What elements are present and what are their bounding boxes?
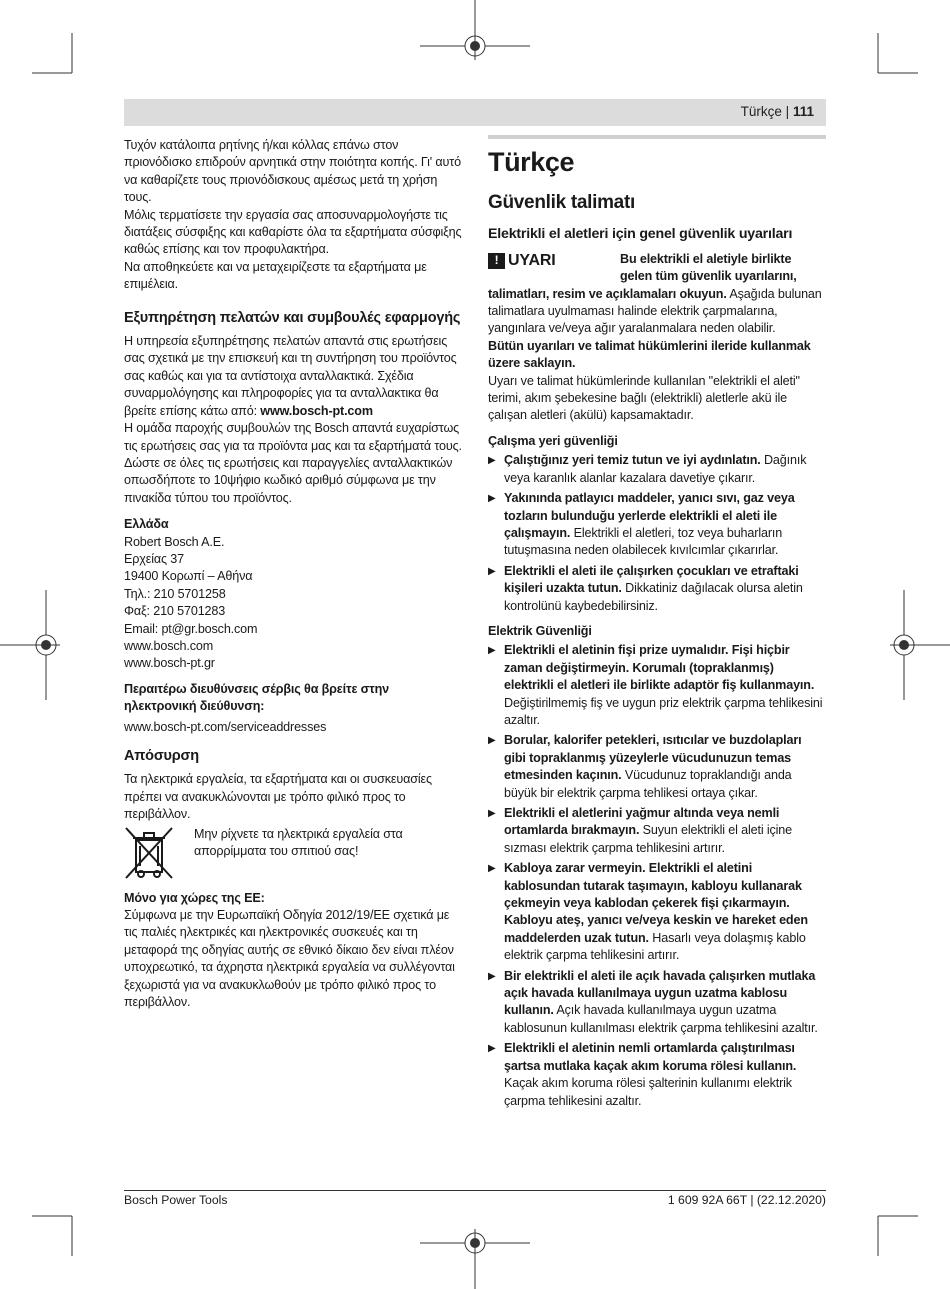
header-language: Türkçe (740, 104, 782, 119)
address-line: www.bosch.com (124, 638, 214, 653)
item-text: Dağınık veya karanlık alanlar kazalara davetiye çıkarır. (504, 453, 807, 485)
household-waste-warning: Μην ρίχνετε τα ηλεκτρικά εργαλεία στα απορρίμματα του σπιτιού σας! (194, 826, 403, 859)
footer-brand: Bosch Power Tools (124, 1193, 228, 1207)
item-text: Elektrikli el aletleri, toz veya buharların tutuşmasına neden olabilecek kıvılcımlar çıkarırlar. (504, 525, 783, 558)
item-text: Kaçak akım koruma rölesi şalterinin kullanımı elektrik çarpma tehlikesini azaltır. (504, 1076, 792, 1108)
list-item (488, 490, 826, 560)
list-item (488, 968, 826, 1038)
item-bold: Bir elektrikli el aleti ile açık havada çalışırken mutlaka açık havada kullanılmaya uygun uzatma kablosu kullanın. (504, 968, 816, 1018)
cleaning-paragraph: Τυχόν κατάλοιπα ρητίνης ή/και κόλλας επάνω στον πριονόδισκο επιδρούν αρνητικά στην ποιότητα κοπής. Γι' αυτό να καθαρίζετε τους πριονόδισκους αμέσως μετά τη χρήση τους. (124, 138, 461, 205)
address-line: Robert Bosch A.E. (124, 534, 225, 549)
item-text: Açık havada kullanılmaya uygun uzatma kablosunun kullanılması elektrik çarpma tehlikesini azaltır. (504, 1003, 818, 1035)
list-item (488, 563, 826, 615)
address-line: Ερχείας 37 (124, 551, 184, 566)
item-text: Vücudunuz topraklandığı anda büyük bir elektrik çarpma tehlikesi ortaya çıkar. (504, 768, 792, 800)
warning-side-text: Bu elektrikli el aletiyle birlikte gelen tüm güvenlik uyarılarını, (620, 251, 797, 284)
electric-list (488, 642, 826, 1110)
advisory-paragraph: Η ομάδα παροχής συμβουλών της Bosch απαντά ευχαρίστως τις ερωτήσεις σας για τα προϊόντα μας και τα εξαρτήματά τους. (124, 421, 462, 453)
part-number-paragraph: Δώστε σε όλες τις ερωτήσεις και παραγγελίες ανταλλακτικών οπωσδήποτε το 10ψήφιο κωδικό αριθμό σύμφωνα με την πινακίδα τύπου του προϊόντος. (124, 455, 453, 505)
item-text: Hasarlı veya dolaşmış kablo elektrik çarpma tehlikesini artırır. (504, 930, 806, 963)
registration-mark-right (890, 590, 918, 700)
item-text: Değiştirilmemiş fiş ve uygun priz elektrik çarpma tehlikesini azaltır. (504, 695, 823, 727)
item-bold: Yakınında patlayıcı maddeler, yanıcı sıvı, gaz veya tozların bulunduğu yerlerde elektrikli el aleti ile çalışmayın. (504, 491, 795, 540)
further-addresses-heading: Περαιτέρω διευθύνσεις σέρβις θα βρείτε στην ηλεκτρονική διεύθυνση: (124, 681, 389, 714)
item-text: Dikkatiniz dağılacak olursa aletin kontrolünü kaybedebilirsiniz. (504, 581, 803, 613)
list-item (488, 642, 826, 729)
header-separator: | (785, 104, 790, 119)
keep-instructions: Bütün uyarıları ve talimat hükümlerini ileride kullanmak üzere saklayın. (488, 338, 811, 371)
item-bold: Kabloya zarar vermeyin. Elektrikli el aletini kablosundan tutarak taşımayın, kabloyu kullanarak çekmeyin veya kablodan çekerek fişi çıkarmayın. Kabloyu ateş, yanıcı ve/veya keskin ve hareket eden maddelerden uzak tutun. (504, 861, 808, 945)
warning-label: UYARI (508, 252, 556, 270)
warning-triangle-icon: ! (488, 253, 505, 269)
address-line: www.bosch-pt.gr (124, 656, 215, 671)
workplace-list (488, 452, 826, 615)
warning-bold: talimatları, resim ve açıklamaları okuyun. (488, 286, 727, 301)
address-line: 19400 Κορωπί – Αθήνα (124, 569, 253, 584)
item-bold: Elektrikli el aleti ile çalışırken çocukları ve etraftaki kişileri uzakta tutun. (504, 563, 799, 596)
warning-text: Aşağıda bulunan talimatlara uyulmaması halinde elektrik çarpmalarına, yangınlara ve/veya ağır yaralanmalara neden olabilir. (488, 286, 822, 336)
item-bold: Elektrikli el aletinin fişi prize uymalıdır. Fişi hiçbir zaman değiştirmeyin. Korumalı (topraklanmış) elektrikli el aletleri ile birlikte adaptör fiş kullanmayın. (504, 643, 815, 693)
warning-row (488, 251, 826, 286)
service-text: Η υπηρεσία εξυπηρέτησης πελατών απαντά στις ερωτήσεις σας σχετικά με την επισκευή και τη συντήρηση του προϊόντος σας καθώς και για τα αντίστοιχα ανταλλακτικά. Σχέδια συναρμολόγησης και πληροφορίες για τα ανταλλακτικα θα βρείτε επίσης κάτω από: (124, 334, 457, 418)
item-bold: Elektrikli el aletlerini yağmur altında veya nemli ortamlarda bırakmayın. (504, 806, 780, 838)
electric-heading: Elektrik Güvenliği (488, 623, 592, 638)
address-block (124, 534, 462, 673)
general-warnings-title: Elektrikli el aletleri için genel güvenlik uyarıları (488, 226, 793, 243)
right-column (488, 137, 826, 1113)
registration-mark-top (420, 32, 530, 60)
list-item (488, 732, 826, 802)
page-number: 111 (792, 104, 814, 119)
eu-paragraph: Σύμφωνα με την Ευρωπαϊκή Οδηγία 2012/19/ΕΕ σχετικά με τις παλιές ηλεκτρικές και ηλεκτρονικές συσκευές και τη μεταφορά της οδηγίας αυτής σε εθνικό δίκαιο δεν είναι πλέον υποχρεωτικό, τα άχρηστα ηλεκτρικά εργαλεία να συλλέγονται ξεχωριστά για να ανακυκλωθούν με τρόπο φιλικό προς το περιβάλλον. (124, 908, 455, 1010)
crossed-bin-icon (124, 826, 182, 880)
term-paragraph: Uyarı ve talimat hükümlerinde kullanılan "elektrikli el aleti" terimi, akım şebekesine bağlı (elektrikli) aletlerle akü ile çalışan aletleri (akülü) kapsamaktadır. (488, 373, 800, 423)
registration-mark-bottom (420, 1229, 530, 1257)
address-line: Φαξ: 210 5701283 (124, 604, 226, 619)
list-item (488, 1040, 826, 1110)
registration-mark-left (32, 590, 60, 700)
address-line: Email: pt@gr.bosch.com (124, 621, 258, 636)
list-item (488, 452, 826, 487)
item-bold: Borular, kalorifer petekleri, ısıtıcılar ve buzdolapları gibi topraklanmış yüzeylerle vücudunuzun temas etmesinden kaçının. (504, 733, 802, 783)
header-bar (124, 99, 826, 126)
service-heading: Εξυπηρέτηση πελατών και συμβουλές εφαρμογής (124, 309, 461, 326)
service-url: www.bosch-pt.com (260, 403, 373, 418)
eu-heading: Μόνο για χώρες της ΕΕ: (124, 890, 265, 905)
list-item (488, 805, 826, 857)
disassembly-paragraph: Μόλις τερματίσετε την εργασία σας αποσυναρμολογήστε τις διατάξεις σύσφιξης και καθαρίστε όλα τα εξαρτήματα σύσφιξης καθώς επίσης και τον προφυλακτήρα. (124, 207, 462, 257)
storage-paragraph: Να αποθηκεύετε και να μεταχειρίζεστε τα εξαρτήματα με επιμέλεια. (124, 259, 427, 292)
disposal-heading: Απόσυρση (124, 748, 199, 764)
language-title: Türkçe (488, 147, 575, 177)
footer-rule (124, 1190, 826, 1191)
item-bold: Çalıştığınız yeri temiz tutun ve iyi aydınlatın. (504, 453, 761, 468)
further-addresses-url: www.bosch-pt.com/serviceaddresses (124, 719, 327, 734)
left-column (124, 137, 462, 1011)
service-paragraph (124, 333, 462, 420)
country-heading: Ελλάδα (124, 517, 169, 532)
item-bold: Elektrikli el aletinin nemli ortamlarda çalıştırılması şartsa mutlaka kaçak akım koruma rölesi kullanın. (504, 1041, 797, 1073)
address-line: Τηλ.: 210 5701258 (124, 586, 226, 601)
disposal-paragraph: Τα ηλεκτρικά εργαλεία, τα εξαρτήματα και οι συσκευασίες πρέπει να ανακυκλώνονται με τρόπο φιλικό προς το περιβάλλον. (124, 772, 432, 822)
page-header (741, 104, 814, 119)
list-item (488, 860, 826, 964)
warning-paragraph (488, 286, 826, 338)
safety-title: Güvenlik talimatı (488, 192, 635, 213)
footer-doc-number: 1 609 92A 66T | (22.12.2020) (667, 1193, 826, 1207)
warning-badge (488, 251, 556, 271)
workplace-heading: Çalışma yeri güvenliği (488, 433, 618, 448)
weee-notice (124, 826, 462, 880)
item-text: Suyun elektrikli el aleti içine sızması elektrik çarpma tehlikesini artırır. (504, 823, 793, 855)
